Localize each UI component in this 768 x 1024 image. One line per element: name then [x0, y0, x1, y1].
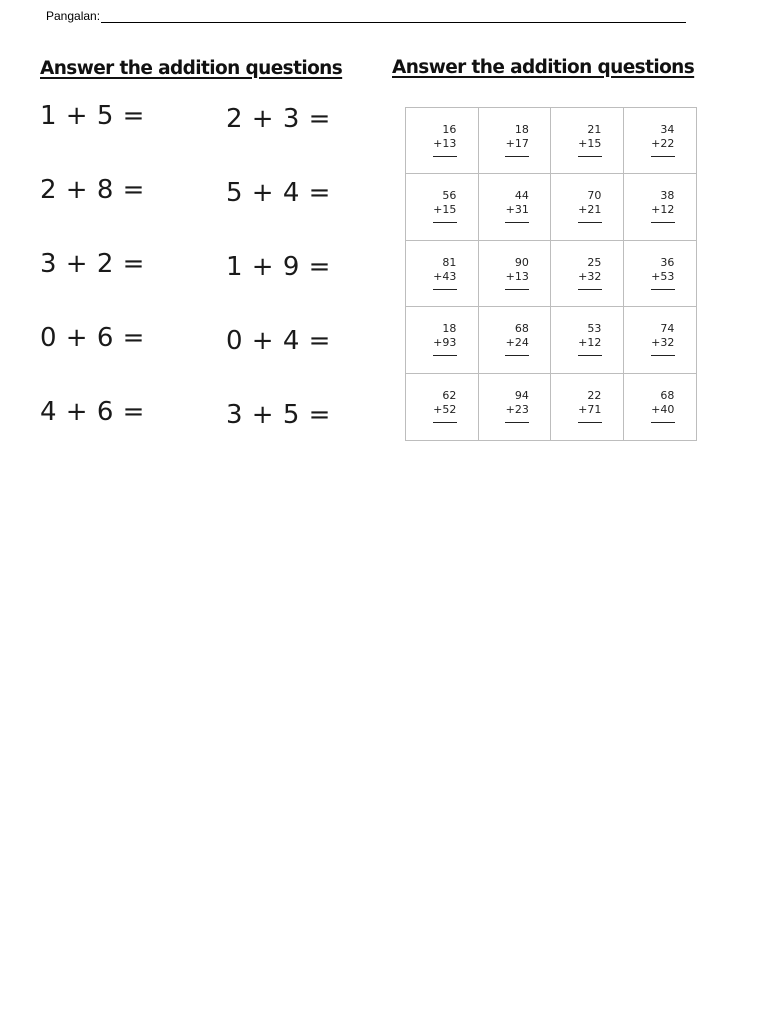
addend-top: 68: [514, 322, 529, 336]
addend-bottom: +43: [433, 269, 457, 283]
answer-line: [578, 289, 602, 290]
addend-bottom: +40: [651, 402, 675, 416]
addend-bottom: +17: [505, 137, 529, 150]
addend-bottom: +52: [433, 402, 457, 416]
addend-bottom: +15: [433, 203, 457, 217]
answer-line: [505, 422, 529, 423]
addend-top: 36: [660, 255, 675, 269]
name-label: Pangalan:: [46, 9, 101, 23]
answer-line: [651, 355, 675, 356]
answer-line: [433, 355, 457, 356]
addend-top: 21: [587, 123, 602, 136]
addend-bottom: +71: [578, 402, 602, 416]
addend-bottom: +53: [651, 269, 675, 283]
addend-bottom: +13: [505, 269, 529, 283]
grid-cell: [479, 241, 552, 307]
addend-top: 53: [587, 322, 602, 336]
addend-top: 38: [660, 189, 675, 203]
grid-cell: [479, 174, 552, 240]
grid-cell: [551, 174, 624, 240]
equation: 5 + 4 =: [226, 178, 331, 208]
equation: 1 + 5 =: [40, 101, 145, 131]
addend-bottom: +15: [578, 137, 602, 150]
equation: 0 + 4 =: [226, 326, 331, 356]
addend-bottom: +32: [578, 269, 602, 283]
grid-cell: [624, 374, 697, 440]
addend-bottom: +12: [651, 203, 675, 217]
addition-grid: [405, 107, 697, 441]
addend-top: 94: [514, 388, 529, 402]
answer-line: [433, 156, 457, 157]
answer-line: [651, 422, 675, 423]
addend-bottom: +13: [433, 137, 457, 150]
grid-cell: [551, 108, 624, 174]
equation: 2 + 8 =: [40, 175, 145, 205]
answer-line: [433, 289, 457, 290]
addend-bottom: +12: [578, 336, 602, 350]
addend-top: 74: [660, 322, 675, 336]
addend-bottom: +22: [651, 137, 675, 150]
grid-cell: [624, 307, 697, 373]
equation: 3 + 2 =: [40, 249, 145, 279]
grid-cell: [479, 307, 552, 373]
equation: 1 + 9 =: [226, 252, 331, 282]
addend-top: 18: [442, 322, 457, 336]
addend-top: 44: [514, 189, 529, 203]
grid-cell: [551, 374, 624, 440]
answer-line: [578, 422, 602, 423]
addend-bottom: +32: [651, 336, 675, 350]
addend-bottom: +93: [433, 336, 457, 350]
addend-top: 56: [442, 189, 457, 203]
grid-cell: [624, 241, 697, 307]
name-underline[interactable]: [101, 10, 686, 23]
grid-cell: [479, 374, 552, 440]
equation: 4 + 6 =: [40, 397, 145, 427]
answer-line: [505, 222, 529, 223]
addend-bottom: +24: [505, 336, 529, 350]
addend-top: 81: [442, 255, 457, 269]
answer-line: [433, 422, 457, 423]
left-heading: Answer the addition questions: [40, 58, 343, 79]
equation: 2 + 3 =: [226, 104, 331, 134]
addend-top: 90: [514, 255, 529, 269]
grid-cell: [406, 241, 479, 307]
right-heading: Answer the addition questions: [392, 57, 695, 78]
grid-cell: [406, 174, 479, 240]
equation: 0 + 6 =: [40, 323, 145, 353]
name-field[interactable]: [46, 9, 686, 23]
answer-line: [433, 222, 457, 223]
grid-cell: [479, 108, 552, 174]
addend-top: 25: [587, 255, 602, 269]
addend-bottom: +21: [578, 203, 602, 217]
answer-line: [505, 355, 529, 356]
grid-cell: [406, 108, 479, 174]
addend-top: 68: [660, 388, 675, 402]
grid-cell: [406, 374, 479, 440]
answer-line: [651, 289, 675, 290]
answer-line: [578, 222, 602, 223]
addend-top: 22: [587, 388, 602, 402]
addend-top: 34: [660, 123, 675, 136]
equation: 3 + 5 =: [226, 400, 331, 430]
answer-line: [578, 355, 602, 356]
grid-cell: [624, 174, 697, 240]
answer-line: [578, 156, 602, 157]
answer-line: [505, 289, 529, 290]
addend-bottom: +23: [505, 402, 529, 416]
grid-cell: [551, 307, 624, 373]
addend-top: 18: [514, 123, 529, 136]
answer-line: [651, 156, 675, 157]
addend-top: 62: [442, 388, 457, 402]
grid-cell: [406, 307, 479, 373]
answer-line: [505, 156, 529, 157]
addend-bottom: +31: [505, 203, 529, 217]
addend-top: 70: [587, 189, 602, 203]
grid-cell: [551, 241, 624, 307]
addend-top: 16: [442, 123, 457, 136]
answer-line: [651, 222, 675, 223]
grid-cell: [624, 108, 697, 174]
